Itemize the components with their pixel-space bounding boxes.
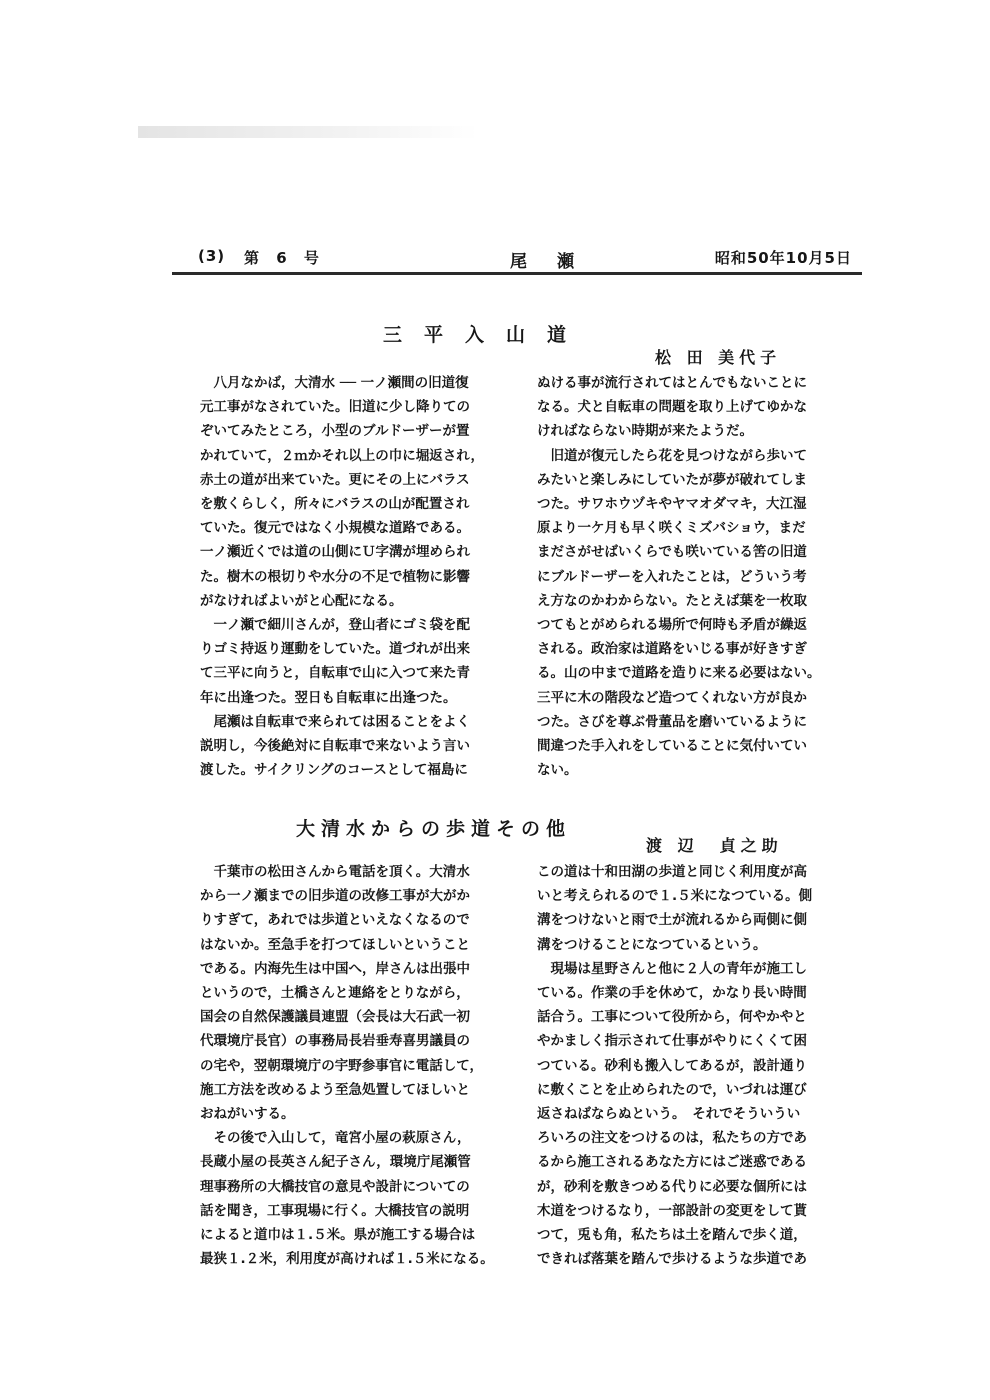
text-line: る。山の中まで道路を造りに来る必要はない。 [537, 665, 821, 682]
text-line: つた。サワホウヅキやヤマオダマキ，大江湿 [537, 496, 807, 513]
text-line: りすぎて，あれでは歩道といえなくなるので [200, 912, 470, 929]
text-line: この道は十和田湖の歩道と同じく利用度が高 [537, 864, 807, 880]
text-line: 旧道が復元したら花を見つけながら歩いて [537, 447, 807, 464]
text-line: 施工方法を改めるよう至急処置してほしいと [200, 1081, 470, 1098]
text-line: がなければよいがと心配になる。 [200, 592, 403, 609]
text-line: はないか。至急手を打つてほしいということ [200, 936, 470, 953]
text-line: まださがせばいくらでも咲いている筈の旧道 [537, 544, 807, 561]
text-line: つてもとがめられる場所で何時も矛盾が繰返 [537, 617, 807, 634]
text-line: される。政治家は道路をいじる事が好きすぎ [537, 641, 807, 658]
text-line: 間違つた手入れをしていることに気付いてい [537, 738, 807, 755]
text-line: みたいと楽しみにしていたが夢が破れてしま [537, 471, 807, 488]
text-line: の宅や，翌朝環境庁の宇野参事官に電話して， [200, 1057, 483, 1074]
text-line: できれば落葉を踏んで歩けるような歩道であ [537, 1251, 807, 1268]
text-line: つて，兎も角，私たちは土を踏んで歩く道， [537, 1227, 807, 1244]
text-line: おねがいする。 [200, 1106, 295, 1123]
text-line: やかましく指示されて仕事がやりにくくて困 [537, 1033, 807, 1050]
article2-title: 大清水からの歩道その他 [296, 818, 572, 840]
text-line: 現場は星野さんと他に２人の青年が施工し [537, 960, 807, 977]
article2-right-column [537, 860, 855, 1271]
text-line: ている。作業の手を休めて，かなり長い時間 [537, 985, 807, 1002]
issue-number: 第 6 号 [244, 249, 325, 267]
text-line: にブルドーザーを入れたことは，どういう考 [537, 568, 807, 585]
text-line: 尾瀬は自転車で来られては困ることをよく [200, 713, 470, 730]
article2-author: 渡 辺 貞之助 [646, 836, 783, 855]
text-line: 長蔵小屋の長英さん紀子さん，環境庁尾瀬管 [200, 1154, 471, 1171]
text-line: から一ノ瀬までの旧歩道の改修工事が大がか [200, 888, 470, 905]
text-line: 代環境庁長官）の事務局長岩垂寿喜男議員の [200, 1033, 470, 1050]
text-line: ぞいてみたところ，小型のブルドーザーが置 [200, 423, 470, 440]
text-line: 国会の自然保護議員連盟（会長は大石武一初 [200, 1009, 470, 1026]
text-line: かれていて，２ｍかそれ以上の巾に堀返され， [200, 447, 485, 464]
text-line: て三平に向うと，自転車で山に入つて来た青 [200, 665, 470, 682]
scan-shadow [138, 126, 478, 138]
text-line: その後で入山して，竜宮小屋の萩原さん， [200, 1130, 471, 1147]
text-line: え方なのかわからない。たとえば葉を一枚取 [537, 592, 807, 609]
article1-author: 松 田 美代子 [655, 348, 782, 367]
text-line: つた。さびを尊ぶ骨董品を磨いているように [537, 713, 807, 730]
article1-title: 三平入山道 [383, 324, 589, 346]
text-line: を敷くらしく，所々にバラスの山が配置され [200, 496, 470, 513]
text-line: 八月なかば，大清水 ── 一ノ瀬間の旧道復 [200, 375, 469, 391]
text-line: るから施工されるあなた方にはご迷惑である [537, 1154, 807, 1171]
text-line: ろいろの注文をつけるのは，私たちの方であ [537, 1130, 807, 1147]
text-line: 一ノ瀬近くでは道の山側にＵ字溝が埋められ [200, 544, 470, 561]
text-line: 話合う。工事について役所から，何やかやと [537, 1009, 807, 1026]
text-line: である。内海先生は中国へ，岸さんは出張中 [200, 960, 470, 977]
text-line: りゴミ持返り運動をしていた。道づれが出来 [200, 641, 470, 658]
text-line: なる。犬と自転車の問題を取り上げてゆかな [537, 399, 807, 416]
text-line: に敷くことを止められたので，いづれは運び [537, 1081, 807, 1098]
text-line: つている。砂利も搬入してあるが，設計通り [537, 1057, 807, 1074]
text-line: 三平に木の階段など造つてくれない方が良か [537, 689, 807, 706]
newsletter-header [198, 247, 852, 272]
text-line: 赤土の道が出来ていた。更にその上にバラス [200, 471, 470, 488]
text-line: ぬける事が流行されてはとんでもないことに [537, 375, 807, 391]
text-line: というので，土橋さんと連絡をとりながら， [200, 985, 470, 1002]
text-line: が，砂利を敷きつめる代りに必要な個所には [537, 1178, 807, 1195]
article1-left-column [200, 371, 512, 782]
text-line: によると道巾は１.５米。県が施工する場合は [200, 1227, 476, 1244]
text-line: いと考えられるので１.５米になつている。側 [537, 888, 813, 905]
text-line: 木道をつけるなり，一部設計の変更をして貰 [537, 1202, 807, 1219]
text-line: ない。 [537, 762, 578, 779]
text-line: 千葉市の松田さんから電話を頂く。大清水 [200, 864, 470, 880]
issue-date: 昭和50年10月5日 [714, 249, 852, 267]
text-line: ければならない時期が来たようだ。 [537, 423, 753, 440]
text-line: 話を聞き，工事現場に行く。大橋技官の説明 [200, 1202, 470, 1219]
header-rule [172, 272, 862, 275]
text-line: た。樹木の根切りや水分の不足で植物に影響 [200, 568, 470, 585]
text-line: 元工事がなされていた。旧道に少し降りての [200, 399, 470, 416]
text-line: 理事務所の大橋技官の意見や設計についての [200, 1178, 470, 1195]
text-line: 返さねばならぬという。 それでそういうい [537, 1106, 801, 1123]
text-line: 原より一ケ月も早く咲くミズバショウ，まだ [537, 520, 806, 537]
text-line: 溝をつけないと雨で土が流れるから両側に側 [537, 912, 807, 929]
article2-left-column [200, 860, 512, 1271]
text-line: 説明し，今後絶対に自転車で来ないよう言い [200, 738, 470, 755]
text-line: ていた。復元ではなく小規模な道路である。 [200, 520, 470, 537]
publication-name: 尾瀬 [510, 252, 604, 272]
text-line: 最狭１.２米，利用度が高ければ１.５米になる。 [200, 1251, 494, 1268]
article1-right-column [537, 371, 855, 782]
text-line: 溝をつけることになつているという。 [537, 936, 767, 953]
page-number: (3) [198, 247, 226, 265]
text-line: 年に出逢つた。翌日も自転車に出逢つた。 [200, 689, 457, 706]
text-line: 渡した。サイクリングのコースとして福島に [200, 762, 468, 779]
text-line: 一ノ瀬で細川さんが，登山者にゴミ袋を配 [200, 617, 470, 634]
